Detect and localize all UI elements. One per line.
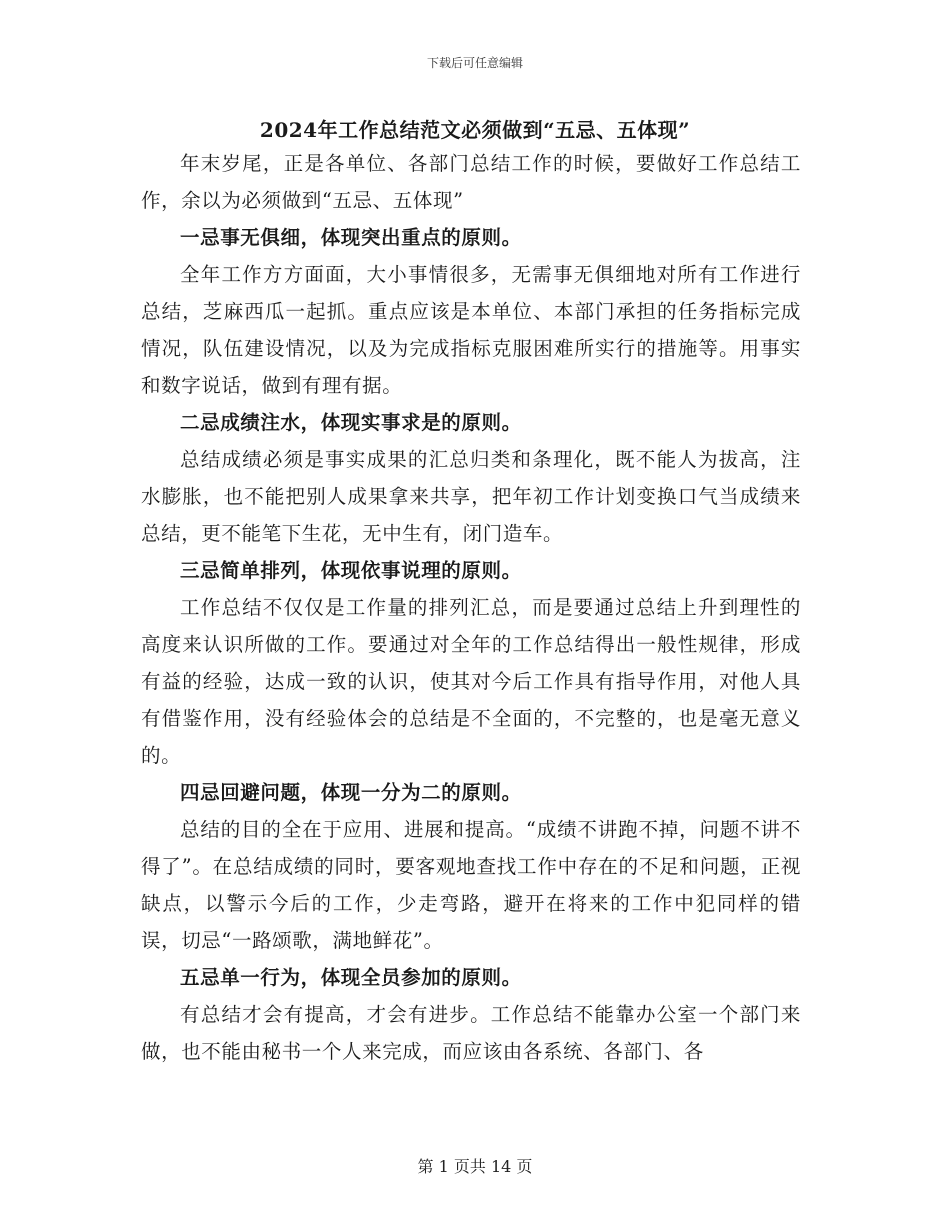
document-body — [141, 145, 801, 1070]
page-number: 第 1 页共 14 页 — [417, 1157, 533, 1176]
document-title: 2024年工作总结范文必须做到“五忌、五体现” — [259, 118, 691, 142]
section-heading-3: 三忌简单排列，体现依事说理的原则。 — [180, 559, 522, 582]
section-heading-2: 二忌成绩注水，体现实事求是的原则。 — [180, 411, 522, 434]
section-heading-5: 五忌单一行为，体现全员参加的原则。 — [180, 966, 522, 989]
page-header-note: 下载后可任意编辑 — [426, 56, 523, 70]
section-paragraph-5: 有总结才会有提高，才会有进步。工作总结不能靠办公室一个部门来做，也不能由秘书一个人来完成，而应该由各系统、各部门、各 — [141, 1003, 801, 1063]
section-paragraph-2: 总结成绩必须是事实成果的汇总归类和条理化，既不能人为拔高，注水膨胀，也不能把别人成果拿来共享，把年初工作计划变换口气当成绩来总结，更不能笔下生花，无中生有，闭门造车。 — [141, 448, 801, 545]
section-paragraph-1: 全年工作方方面面，大小事情很多，无需事无俱细地对所有工作进行总结，芝麻西瓜一起抓。重点应该是本单位、本部门承担的任务指标完成情况，队伍建设情况，以及为完成指标克服困难所实行的措施等。用事实和数字说话，做到有理有据。 — [141, 263, 801, 397]
section-heading-1: 一忌事无俱细，体现突出重点的原则。 — [180, 226, 522, 249]
section-paragraph-4: 总结的目的全在于应用、进展和提高。“成绩不讲跑不掉，问题不讲不得了”。在总结成绩的同时，要客观地查找工作中存在的不足和问题，正视缺点，以警示今后的工作，少走弯路，避开在将来的工作中犯同样的错误，切忌“一路颂歌，满地鲜花”。 — [141, 818, 801, 952]
section-paragraph-3: 工作总结不仅仅是工作量的排列汇总，而是要通过总结上升到理性的高度来认识所做的工作。要通过对全年的工作总结得出一般性规律，形成有益的经验，达成一致的认识，使其对今后工作具有指导作用，对他人具有借鉴作用，没有经验体会的总结是不全面的，不完整的，也是毫无意义的。 — [141, 596, 801, 767]
intro-paragraph: 年末岁尾，正是各单位、各部门总结工作的时候，要做好工作总结工作，余以为必须做到“五忌、五体现” — [141, 152, 801, 212]
section-heading-4: 四忌回避问题，体现一分为二的原则。 — [180, 781, 522, 804]
